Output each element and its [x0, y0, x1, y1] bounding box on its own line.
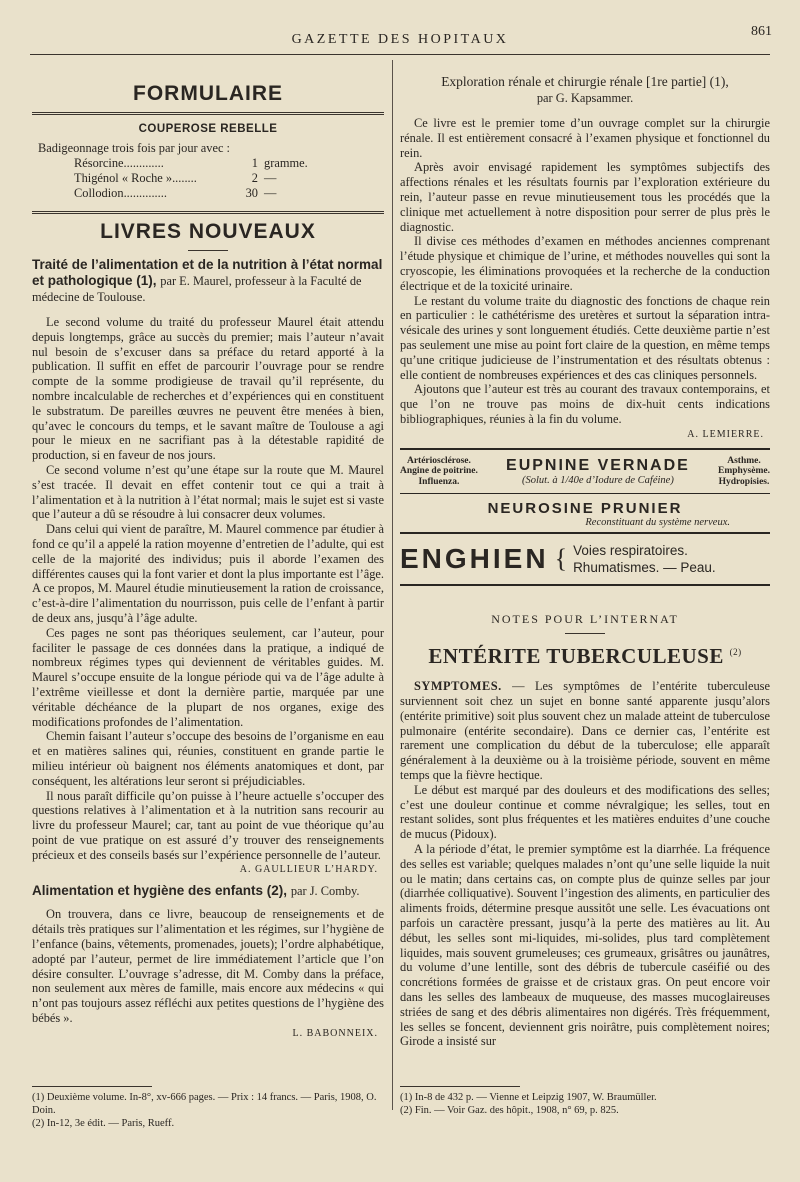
left-column	[32, 68, 384, 1045]
book-author: par E. Maurel, professeur à la Faculté de médecine de Toulouse.	[32, 274, 362, 304]
recipe-item	[74, 186, 384, 201]
ad-brand: ENGHIEN	[400, 543, 549, 575]
ad-line: Influenza.	[418, 476, 460, 487]
section-rule	[32, 211, 384, 214]
ad-line: Asthme.	[727, 455, 761, 466]
paragraph-text: — Les symptômes de l’entérite tuberculeuse surviennent soit chez un sujet en bonne santé apparente jusqu’alors (entérite primitive) soit plus souvent chez un malade atteint de tuberculose pulmonaire (entérite secondaire). Dans ce dernier cas, l’entérite est rarement une complication du début de la tuberculose; elle apparaît généralement à la deuxième ou à la troisième période, souvent en même temps que la fièvre hectique.	[400, 679, 770, 783]
symptomes-label: SYMPTOMES.	[414, 679, 502, 694]
recipe-item	[74, 171, 384, 186]
review-paragraph: Après avoir envisagé rapidement les symptômes subjectifs des affections rénales et les résultats fournis par l’exploration extérieure du rein, l’auteur passe en revue minutieusement tous les procédés que la clinique met actuellement à notre disposition pour serrer de plus près le diagnostic.	[400, 160, 770, 234]
ingredient-unit: —	[264, 186, 277, 200]
book-title	[400, 74, 770, 106]
eupnine-ad	[400, 448, 770, 495]
recipe-title: COUPEROSE REBELLE	[138, 123, 278, 135]
review-signature: L. BABONNEIX.	[292, 1027, 378, 1039]
review-paragraph: Le second volume du traité du professeur Maurel était attendu depuis longtemps, grâce au succès du premier; mais l’auteur n’avait nul besoin de s’excuser dans sa préface du retard apporté à la publication. Il suffit en effet de parcourir l’ouvrage pour se rendre compte de la somme prodigieuse de travail qu’il représente, du nombre incalculable de recherches et d’expériences qui en constituent le substratum. De pareilles œuvres ne peuvent être menées à bien, qu’avec le concours du temps, et le savant maître de Toulouse a agi pour le mieux en ne sacrifiant pas à la détestable rapidité de production, si en faveur de nos jours.	[32, 315, 384, 463]
book-review	[400, 116, 770, 427]
ad-center	[506, 457, 690, 486]
footnote: (1) Deuxième volume. In-8°, xv-666 pages. — Prix : 14 francs. — Paris, 1908, O. Doin.	[32, 1092, 377, 1116]
article-title-text: ENTÉRITE TUBERCULEUSE	[428, 644, 724, 669]
ingredient-name: Thigénol « Roche »........	[74, 171, 197, 185]
ingredient-unit: —	[264, 171, 277, 185]
review-signature: A. LEMIERRE.	[687, 428, 764, 440]
right-footnotes	[400, 1086, 770, 1117]
recipe-intro: Badigeonnage trois fois par jour avec :	[38, 141, 230, 155]
ad-line: Emphysème.	[717, 466, 770, 477]
ad-line: Hydropisies.	[718, 476, 770, 487]
left-footnotes	[32, 1086, 384, 1130]
brace-glyph: {	[554, 544, 568, 574]
book-review	[32, 907, 384, 1025]
ad-brand: EUPNINE VERNADE	[506, 456, 690, 474]
article-paragraph: Le début est marqué par des douleurs et des modifications des selles; c’est une douleur continue et comme névralgique; les selles, tout en restant solides, sont plus fréquentes et les matières enduites d’une couche de mucus (Pidoux).	[400, 782, 770, 842]
footnote-ref: (2)	[729, 647, 742, 658]
book-author: par G. Kapsammer.	[536, 91, 634, 105]
short-rule	[565, 633, 605, 634]
review-paragraph: Ce second volume n’est qu’une étape sur la route que M. Maurel s’est tracée. Il devait en effet contenir tout ce qui a trait à l’alimentation et à la nutrition à l’état normal; mais le sujet est si vaste que l’auteur a dû se résoudre à lui consacrer deux volumes.	[32, 462, 384, 522]
notes-header: NOTES POUR L’INTERNAT	[491, 612, 679, 627]
ad-line: Artériosclérose.	[406, 455, 471, 466]
ad-indications-left	[400, 456, 478, 488]
review-signature: A. GAULLIEUR L’HARDY.	[239, 864, 378, 876]
ingredient-qty: 30	[245, 186, 258, 200]
short-rule	[188, 250, 228, 251]
footnote-rule	[32, 1086, 152, 1087]
enghien-ad	[400, 534, 770, 586]
recipe-item	[74, 156, 384, 171]
ad-line: Angine de poitrine.	[400, 466, 478, 477]
footnote: (2) Fin. — Voir Gaz. des hôpit., 1908, n° 69, p. 825.	[400, 1105, 619, 1116]
ingredient-unit: gramme.	[264, 156, 308, 170]
footnote: (2) In-12, 3e édit. — Paris, Rueff.	[32, 1118, 175, 1129]
article-paragraph	[400, 679, 770, 783]
footnote: (1) In-8 de 432 p. — Vienne et Leipzig 1907, W. Braumüller.	[400, 1092, 657, 1103]
ad-tagline: (Solut. à 1/40e d’Iodure de Caféine)	[522, 474, 674, 486]
review-paragraph: Le restant du volume traite du diagnostic des fonctions de chaque rein en particulier : le cathétérisme des uretères et surtout la séparation intra-vésicale des urines y sont longuement étudiés. Cette deuxième partie n’est pas seulement une mise au point fort claire de la question, en même temps qu’une critique judicieuse de l’instrumentation et des résultats obtenus : elle contient de nombreuses expériences et des cas cliniques personnels.	[400, 293, 770, 382]
review-paragraph: Ces pages ne sont pas théoriques seulement, car l’auteur, pour faciliter le passage de ces données dans la pratique, a indiqué de nombreux régimes types qui deviennent de véritables guides. M. Maurel s’occupe ensuite de la longue période qui va de l’âge adulte à l’extrême vieillesse et dont la dernière partie, marquée par une véritable déchéance de la plupart de nos organes, exige des modifications profondes de l’alimentation.	[32, 625, 384, 729]
review-paragraph: Ajoutons que l’auteur est très au courant des travaux contemporains, et que l’on ne trouve pas moins de dix-huit cents indications bibliographiques, réunies à la fin du volume.	[400, 382, 770, 426]
header-rule	[30, 54, 770, 55]
article-paragraph: A la période d’état, le premier symptôme est la diarrhée. La fréquence des selles est variable; quelques malades n’ont qu’une selle liquide la nuit ou le matin; dans certains cas, on compte plus de quinze selles par jour (diarrhée colliquative). Souvent l’ingestion des aliments, en particulier des aliments froids, détermine presque aussitôt une selle. Les évacuations ont parfois un caractère pressant, jusqu’à la perte des matières au lit. Au début, les selles sont mi-liquides, mi-solides, plus tard complètement liquides, mais souvent grumeleuses; ces grumeaux, grisâtres ou jaunâtres, du volume d’une lentille, sont des débris de tubercule caséifié ou des concrétions formées de graisse et de cristaux gras. On peut encore voir dans les selles des lambeaux de muqueuse, des masses mucoglaireuses striées de sang et des débris alimentaires non digérés. Très fréquemment, les selles se foncent, deviennent gris noirâtre, puis complètement noires; Girode a insisté sur	[400, 842, 770, 1049]
section-rule	[32, 112, 384, 115]
advertisement-block	[400, 448, 770, 587]
book-title	[32, 257, 384, 305]
ad-brand: NEUROSINE PRUNIER	[487, 500, 683, 518]
book-title-text: Traité de l’alimentation et de la nutrition à l’état normal et pathologique (1),	[32, 257, 383, 288]
review-paragraph: Chemin faisant l’auteur s’occupe des besoins de l’organisme en eau et en matières salines qui, réunies, constituent en grande partie le milieu intérieur où baignent nos éléments anatomiques et dont, par conséquent, les altérations leur seront si préjudiciables.	[32, 729, 384, 788]
formulaire-heading: FORMULAIRE	[133, 82, 283, 105]
review-paragraph: On trouvera, dans ce livre, beaucoup de renseignements et de détails très pratiques sur l’alimentation et les régimes, sur l’hygiène de l’enfance (bains, vêtements, promenades, jouets); l’ordre alphabétique, adopté par l’auteur, permet de lire immédiatement l’article que l’on désire consulter. L’ouvrage s’adresse, dit M. Comby dans la préface, non seulement aux mères de famille, mais encore aux médecins « qui n’ont pas toujours assez réfléchi aux petites questions de l’hygiène des bébés ».	[32, 907, 384, 1026]
ad-line: Voies respiratoires.	[573, 543, 688, 559]
neurosine-ad	[400, 494, 770, 534]
ingredient-qty: 2	[251, 171, 258, 185]
book-author: par J. Comby.	[290, 884, 360, 899]
book-review	[32, 315, 384, 862]
right-column	[400, 68, 770, 1049]
ingredient-name: Collodion..............	[74, 186, 167, 200]
book-title	[32, 883, 384, 899]
column-divider	[392, 60, 393, 1110]
ad-indications	[573, 542, 716, 576]
review-paragraph: Il divise ces méthodes d’examen en méthodes anciennes comprenant l’étude physique et chimique de l’urine, et méthodes nouvelles qui sont la cryoscopie, les éliminations provoquées et la recherche de la conduction électrique et de la toxicité urinaire.	[400, 234, 770, 293]
footnote-rule	[400, 1086, 520, 1087]
review-paragraph: Ce livre est le premier tome d’un ouvrage complet sur la chirurgie rénale. Il est entièrement consacré à l’examen physique et fonctionnel du rein.	[400, 116, 770, 160]
ingredient-qty: 1	[251, 156, 258, 170]
ingredient-name: Résorcine.............	[74, 156, 164, 170]
review-paragraph: Il nous paraît difficile qu’on puisse à l’heure actuelle s’occuper des questions relatives à l’alimentation et à la nutrition sans recourir au livre du professeur Maurel; car, tant au point de vue théorique qu’au point de vue pratique on est assuré d’y trouver des renseignements précieux et des conseils basés sur l’expérience personnelle de l’auteur.	[32, 788, 384, 862]
livres-heading: LIVRES NOUVEAUX	[100, 220, 316, 243]
article-body	[400, 679, 770, 1049]
book-title-text: Alimentation et hygiène des enfants (2),	[32, 883, 288, 899]
review-paragraph: Dans celui qui vient de paraître, M. Maurel commence par étudier à fond ce qu’il a appelé la ration moyenne d’entretien de l’adulte, qui est celle de la majorité des individus; puis il aborde l’examen des différentes causes qui la font varier et dont la plus importante est l’âge. A ce propos, M. Maurel étudie minutieusement la ration de croissance, c’est-à-dire l’alimentation du nourrisson, puis celle de l’enfant à partir de deux ans, jusqu’à l’âge adulte.	[32, 522, 384, 625]
ad-tagline: Reconstituant du système nerveux.	[585, 517, 730, 529]
ad-indications-right	[718, 456, 770, 488]
ad-line: Rhumatismes. — Peau.	[573, 560, 716, 576]
article-title	[400, 644, 770, 669]
running-head: GAZETTE DES HOPITAUX	[291, 32, 509, 47]
recipe-list	[32, 156, 384, 201]
page-number: 861	[751, 24, 772, 39]
book-title-text: Exploration rénale et chirurgie rénale [1re partie] (1),	[441, 74, 729, 89]
